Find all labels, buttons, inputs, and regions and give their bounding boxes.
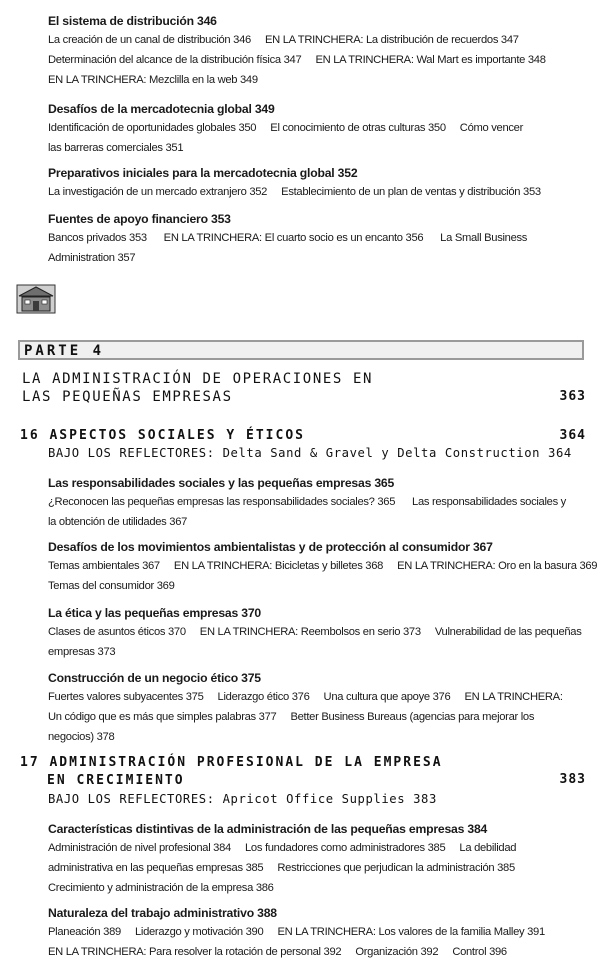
section-title: Desafíos de los movimientos ambientalistas y de protección al consumidor 367	[48, 540, 493, 554]
entry: Establecimiento de un plan de ventas y distribución 353	[281, 186, 541, 198]
entry: Administration 357	[48, 252, 136, 264]
entry: Crecimiento y administración de la empresa 386	[48, 882, 274, 894]
section-fuentes-apoyo	[48, 210, 568, 268]
entry: Administración de nivel profesional 384	[48, 842, 231, 854]
entry: EN LA TRINCHERA: Oro en la basura 369	[397, 560, 598, 572]
entry: Temas ambientales 367	[48, 560, 160, 572]
chapter-16-title: 16 ASPECTOS SOCIALES Y ÉTICOS	[20, 428, 305, 443]
entry: Determinación del alcance de la distribución física 347	[48, 54, 302, 66]
section-entries	[48, 556, 598, 596]
chapter-17-title-line: 17 ADMINISTRACIÓN PROFESIONAL DE LA EMPRESA	[20, 755, 443, 770]
entry: Control 396	[452, 946, 507, 958]
chapter-17-title-line: EN CRECIMIENTO	[47, 773, 185, 788]
section-title: Desafíos de la mercadotecnia global 349	[48, 102, 275, 116]
section-entries	[48, 687, 568, 747]
entry: Organización 392	[355, 946, 439, 958]
entry: Planeación 389	[48, 926, 121, 938]
entry: la obtención de utilidades 367	[48, 516, 188, 528]
section-entries	[48, 182, 568, 202]
section-negocio-etico	[48, 669, 568, 747]
chapter-17-title	[20, 754, 443, 790]
entry: La debilidad	[459, 842, 517, 854]
section-caracteristicas	[48, 820, 568, 898]
section-title: Construcción de un negocio ético 375	[48, 671, 261, 685]
section-distribucion	[48, 12, 568, 90]
part-page-number: 363	[559, 389, 586, 404]
entry: La Small Business	[440, 232, 528, 244]
entry: EN LA TRINCHERA: Bicicletas y billetes 368	[173, 560, 384, 572]
entry: las barreras comerciales 351	[48, 142, 184, 154]
part-title-line: LA ADMINISTRACIÓN DE OPERACIONES EN	[22, 371, 374, 387]
section-movimientos	[48, 538, 598, 596]
entry: Las responsabilidades sociales y	[412, 496, 566, 508]
entry: EN LA TRINCHERA: Mezclilla en la web 349	[48, 74, 258, 86]
section-title: La ética y las pequeñas empresas 370	[48, 606, 261, 620]
section-responsabilidades	[48, 474, 568, 532]
entry: Liderazgo y motivación 390	[134, 926, 264, 938]
section-title: El sistema de distribución 346	[48, 14, 217, 28]
entry: Vulnerabilidad de las pequeñas	[434, 626, 582, 638]
part-title-line: LAS PEQUEÑAS EMPRESAS	[22, 389, 233, 405]
section-title: Fuentes de apoyo financiero 353	[48, 212, 231, 226]
entry: Bancos privados 353	[48, 232, 147, 244]
entry: ¿Reconocen las pequeñas empresas las responsabilidades sociales? 365	[48, 496, 396, 508]
entry: Cómo vencer	[459, 122, 524, 134]
entry: Temas del consumidor 369	[48, 580, 175, 592]
entry: EN LA TRINCHERA:	[464, 691, 563, 703]
part-title	[22, 370, 373, 406]
chapter-17-spotlight: BAJO LOS REFLECTORES: Apricot Office Supplies 383	[48, 792, 437, 806]
entry: EN LA TRINCHERA: Wal Mart es importante 348	[315, 54, 546, 66]
entry: EN LA TRINCHERA: La distribución de recuerdos 347	[264, 34, 519, 46]
entry: Una cultura que apoye 376	[323, 691, 451, 703]
section-preparativos	[48, 164, 568, 202]
section-entries	[48, 30, 568, 90]
section-trabajo-administrativo	[48, 904, 568, 962]
section-entries	[48, 492, 568, 532]
entry: EN LA TRINCHERA: Para resolver la rotación de personal 392	[48, 946, 342, 958]
entry: Un código que es más que simples palabras 377	[48, 711, 277, 723]
section-title: Características distintivas de la administración de las pequeñas empresas 384	[48, 822, 488, 836]
building-icon	[16, 284, 56, 314]
entry: Los fundadores como administradores 385	[245, 842, 446, 854]
section-title: Preparativos iniciales para la mercadotecnia global 352	[48, 166, 358, 180]
chapter-16-spotlight: BAJO LOS REFLECTORES: Delta Sand & Gravel y Delta Construction 364	[48, 446, 572, 460]
section-mercadotecnia-global	[48, 100, 568, 158]
entry: administrativa en las pequeñas empresas 385	[48, 862, 264, 874]
section-title: Naturaleza del trabajo administrativo 388	[48, 906, 277, 920]
entry: EN LA TRINCHERA: El cuarto socio es un encanto 356	[163, 232, 424, 244]
chapter-16-page: 364	[559, 428, 586, 443]
entry: Fuertes valores subyacentes 375	[48, 691, 204, 703]
section-entries	[48, 622, 582, 662]
section-title: Las responsabilidades sociales y las pequeñas empresas 365	[48, 476, 395, 490]
entry: Restricciones que perjudican la administración 385	[277, 862, 515, 874]
entry: EN LA TRINCHERA: Reembolsos en serio 373	[199, 626, 421, 638]
section-entries	[48, 228, 568, 268]
part-label: PARTE 4	[24, 343, 105, 359]
entry: Clases de asuntos éticos 370	[48, 626, 186, 638]
part-banner	[18, 340, 584, 360]
entry: empresas 373	[48, 646, 116, 658]
section-etica	[48, 604, 582, 662]
entry: Liderazgo ético 376	[217, 691, 310, 703]
entry: La investigación de un mercado extranjero 352	[48, 186, 268, 198]
entry: EN LA TRINCHERA: Los valores de la familia Malley 391	[277, 926, 545, 938]
entry: La creación de un canal de distribución 346	[48, 34, 251, 46]
entry: negocios) 378	[48, 731, 115, 743]
section-entries	[48, 922, 568, 962]
section-entries	[48, 838, 568, 898]
section-entries	[48, 118, 568, 158]
entry: El conocimiento de otras culturas 350	[270, 122, 446, 134]
entry: Better Business Bureaus (agencias para mejorar los	[290, 711, 535, 723]
entry: Identificación de oportunidades globales 350	[48, 122, 257, 134]
chapter-17-page: 383	[559, 772, 586, 787]
